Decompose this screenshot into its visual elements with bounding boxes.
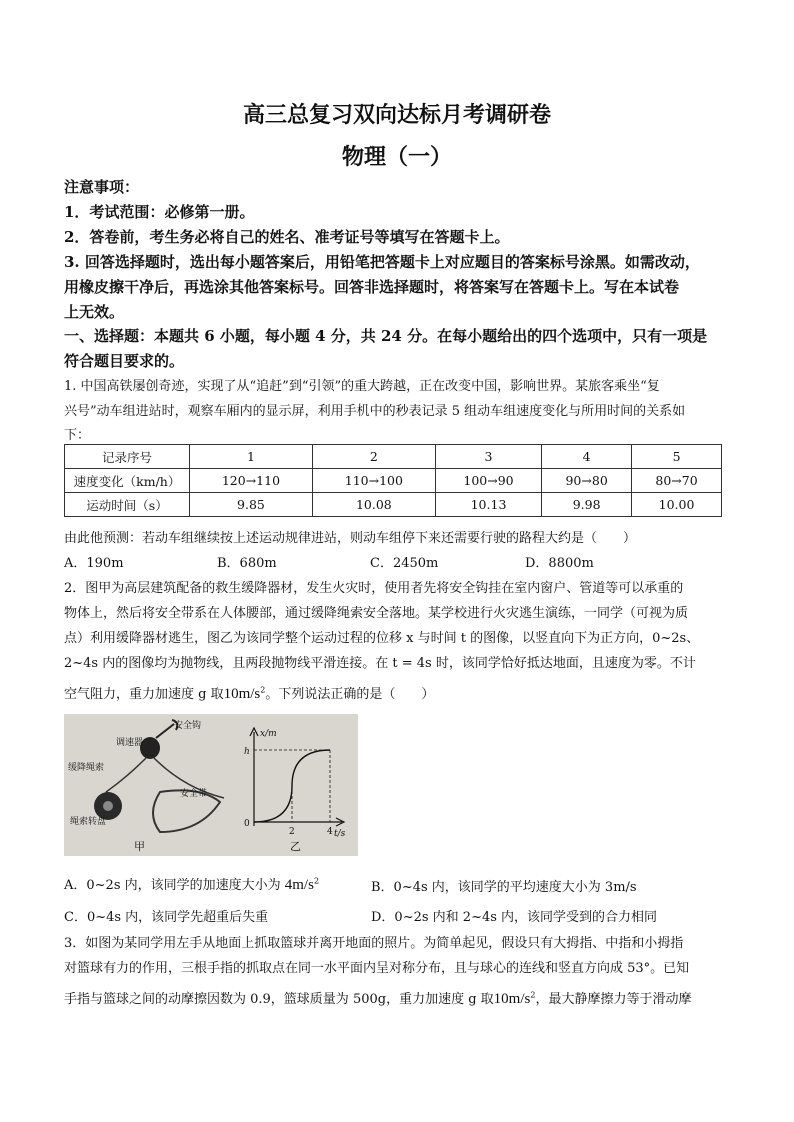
reel-hub — [103, 801, 113, 811]
notice-line: 2．答卷前，考生务必将自己的姓名、准考证号等填写在答题卡上。 — [64, 228, 510, 246]
table-cell: 100→90 — [435, 469, 541, 493]
option-b: B．0~4s 内，该同学的平均速度大小为 3m/s — [371, 880, 637, 895]
text-fragment: A．0~2s 内，该同学的加速度大小为 — [64, 878, 285, 893]
notice-line: 上无效。 — [64, 303, 125, 321]
label-reel: 绳索转盘 — [70, 817, 107, 827]
figure-drawing — [64, 714, 358, 856]
question-text: 对篮球有力的作用，三根手指的抓取点在同一水平面内呈对称分布，且与球心的连线和竖直方向成 53°。已知 — [64, 961, 690, 976]
question-text: 点）利用缓降器材逃生，图乙为该同学整个运动过程的位移 x 与时间 t 的图像，以竖直向下为正方向，0~2s、 — [64, 631, 700, 646]
unit-value: 4m/s — [284, 877, 314, 893]
table-cell: 5 — [632, 445, 722, 469]
table-row — [65, 493, 722, 517]
figure-jia-yi — [64, 714, 358, 856]
option-d: D．8800m — [525, 556, 594, 571]
question-text: 由此他预测：若动车组继续按上述运动规律进站，则动车组停下来还需要行驶的路程大约是（ ） — [64, 531, 637, 546]
exam-subtitle: 物理（一） — [341, 144, 452, 170]
axis-label-x: x/m — [260, 729, 277, 739]
question-text: 3．如图为某同学用左手从地面上抓取篮球并离开地面的照片。为简单起见，假设只有大拇指、中指和小拇指 — [64, 936, 684, 951]
table-cell: 9.98 — [542, 493, 632, 517]
notice-heading: 注意事项： — [64, 178, 140, 196]
question-text: 2．图甲为高层建筑配备的救生缓降器材，发生火灾时，使用者先将安全钩挂在室内窗户、管道等可以承重的 — [64, 581, 684, 596]
table-cell: 运动时间（s） — [65, 493, 190, 517]
table-cell: 4 — [542, 445, 632, 469]
axis-label-t: t/s — [334, 829, 346, 839]
option-a: A．190m — [64, 556, 124, 571]
option-d: D．0~2s 内和 2~4s 内，该同学受到的合力相同 — [371, 910, 658, 925]
tick-label-4: 4 — [327, 827, 333, 837]
table-cell: 80→70 — [632, 469, 722, 493]
table-cell: 110→100 — [312, 469, 435, 493]
unit-value: 10m/s — [493, 991, 531, 1007]
question-text: 下： — [64, 428, 91, 443]
label-jia: 甲 — [134, 840, 145, 853]
rope-drawing — [106, 758, 146, 792]
text-fragment: 手指与篮球之间的动摩擦因数为 0.9，篮球质量为 500g，重力加速度 g 取 — [64, 992, 494, 1007]
section-heading: 符合题目要求的。 — [64, 352, 185, 370]
table-cell: 记录序号 — [65, 445, 190, 469]
table-cell: 1 — [190, 445, 313, 469]
table-row — [65, 469, 722, 493]
question-text: 2~4s 内的图像均为抛物线，且两段抛物线平滑连接。在 t = 4s 时，该同学恰好抵达地面，且速度为零。不计 — [64, 656, 696, 671]
label-rope: 缓降绳索 — [68, 763, 105, 773]
option-c: C．2450m — [370, 556, 439, 571]
speed-record-table — [64, 444, 722, 517]
text-fragment: ，最大静摩擦力等于滑动摩 — [535, 992, 692, 1007]
table-cell: 90→80 — [542, 469, 632, 493]
table-cell: 10.13 — [435, 493, 541, 517]
exponent: 2 — [313, 876, 320, 886]
tick-label-origin: 0 — [244, 819, 250, 829]
option-b: B．680m — [217, 556, 277, 571]
table-cell: 120→110 — [190, 469, 313, 493]
unit-value: 10m/s — [223, 686, 261, 702]
option-c: C．0~4s 内，该同学先超重后失重 — [64, 910, 269, 925]
notice-line: 3. 回答选择题时，选出每小题答案后，用铅笔把答题卡上对应题目的答案标号涂黑。如需改动， — [64, 253, 700, 271]
table-cell: 10.00 — [632, 493, 722, 517]
table-cell: 10.08 — [312, 493, 435, 517]
table-cell: 9.85 — [190, 493, 313, 517]
table-row — [65, 445, 722, 469]
hook-line — [156, 724, 174, 738]
table-cell: 速度变化（km/h） — [65, 469, 190, 493]
label-hook: 安全钩 — [174, 721, 202, 731]
label-yi: 乙 — [290, 840, 301, 853]
text-fragment: 空气阻力，重力加速度 g 取 — [64, 687, 224, 702]
notice-line: 用橡皮擦干净后，再选涂其他答案标号。回答非选择题时，将答案写在答题卡上。写在本试卷 — [64, 278, 680, 296]
section-heading: 一、选择题：本题共 6 小题，每小题 4 分，共 24 分。在每小题给出的四个选项中，只有一项是 — [64, 327, 708, 345]
option-a — [64, 874, 319, 894]
tick-label-2: 2 — [289, 827, 295, 837]
table-cell: 3 — [435, 445, 541, 469]
exponent: 2 — [530, 990, 536, 1000]
table-cell: 2 — [312, 445, 435, 469]
tick-label-h: h — [244, 747, 250, 757]
text-fragment: 。下列说法正确的是（ ） — [265, 687, 435, 702]
notice-line: 1．考试范围：必修第一册。 — [64, 203, 255, 221]
label-regulator: 调速器 — [116, 738, 144, 748]
question-text: 物体上，然后将安全带系在人体腰部，通过缓降绳索安全落地。某学校进行火灾逃生演练，一同学（可视为质 — [64, 606, 689, 621]
question-text: 兴号”动车组进站时，观察车厢内的显示屏，利用手机中的秒表记录 5 组动车组速度变化与所用时间的关系如 — [64, 404, 686, 419]
question-text — [64, 683, 434, 703]
question-text — [64, 988, 691, 1008]
exam-title: 高三总复习双向达标月考调研卷 — [242, 102, 551, 128]
label-belt: 安全带 — [180, 789, 208, 799]
exponent: 2 — [260, 685, 266, 695]
question-text: 1. 中国高铁屡创奇迹，实现了从“追赶”到“引领”的重大跨越，正在改变中国，影响世界。某旅客乘坐“复 — [64, 379, 660, 394]
